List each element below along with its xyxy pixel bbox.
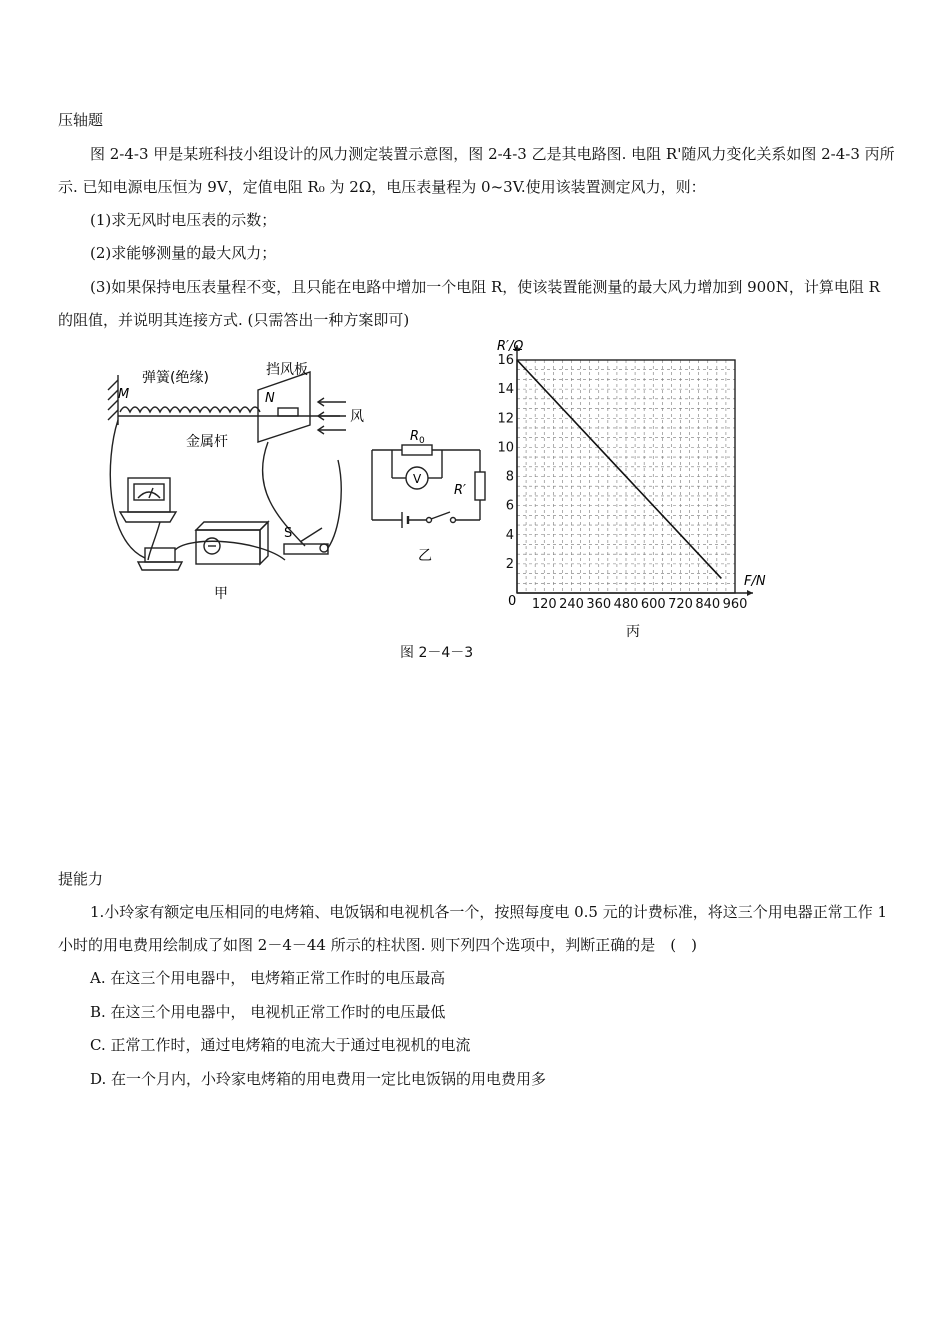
resistor-Rprime <box>475 472 485 500</box>
label-M: M <box>118 387 130 402</box>
device-diagram <box>100 350 364 610</box>
y-tick-label: 16 <box>497 353 514 368</box>
origin-label: 0 <box>508 594 517 609</box>
label-wind: 风 <box>350 409 364 425</box>
label-metal-rod: 金属杆 <box>186 434 228 450</box>
section-heading-1: 压轴题 <box>58 111 104 129</box>
question-stem-2: 1.小玲家有额定电压相同的电烤箱、电饭锅和电视机各一个，按照每度电 0.5 元的计费标准，将这三个用电器正常工作 1 小时的用电费用绘制成了如图 2－4－44 所示的柱状图. 则下列四个选项中，判断正确的是 ( ) <box>58 903 888 954</box>
label-R0: $R_0$ <box>410 429 425 446</box>
caption-jia: 甲 <box>214 586 228 602</box>
sub-question-2: (2)求能够测量的最大风力； <box>90 244 277 262</box>
x-axis-arrow <box>747 590 753 596</box>
label-spring: 弹簧(绝缘) <box>142 370 209 386</box>
chart-marks <box>517 360 721 578</box>
x-tick-label: 720 <box>668 597 693 612</box>
label-wind-plate: 挡风板 <box>266 362 308 378</box>
label-switch: S <box>284 526 293 541</box>
y-tick-label: 6 <box>505 498 514 514</box>
sub-question-3: (3)如果保持电压表量程不变，且只能在电路中增加一个电阻 R，使该装置能测量的最大风力增加到 900N，计算电阻 R 的阻值，并说明其连接方式. (只需答出一种方案即可) <box>58 278 880 329</box>
y-tick-label: 4 <box>505 527 514 543</box>
x-tick-label: 240 <box>559 597 584 612</box>
y-tick-label: 10 <box>497 440 514 456</box>
x-tick-label: 360 <box>586 597 612 612</box>
question-stem-1: 图 2-4-3 甲是某班科技小组设计的风力测定装置示意图，图 2-4-3 乙是其电路图. 电阻 R'随风力变化关系如图 2-4-3 丙所示. 已知电源电压恒为 9V，定值电阻 R₀ 为 2Ω，电压表量程为 0~3V.使用该装置测定风力，则： <box>58 145 895 196</box>
sub-question-1: (1)求无风时电压表的示数； <box>90 211 277 229</box>
y-tick-label: 12 <box>497 411 514 427</box>
x-tick-label: 600 <box>640 597 666 612</box>
y-tick-label: 14 <box>497 382 514 398</box>
caption-bing: 丙 <box>626 624 640 640</box>
series-line-rprime <box>517 360 721 578</box>
figure-caption: 图 2－4－3 <box>400 645 474 661</box>
x-axis-label: F/N <box>744 574 766 589</box>
x-tick-label: 960 <box>722 597 748 612</box>
label-Rprime: R′ <box>454 483 466 498</box>
x-tick-label: 480 <box>613 597 639 612</box>
resistor-R0 <box>402 445 432 455</box>
y-tick-label: 2 <box>505 556 514 572</box>
y-axis-label: R′/Ω <box>497 339 524 354</box>
section-heading-2: 提能力 <box>58 870 104 888</box>
x-tick-label: 840 <box>695 597 721 612</box>
x-tick-label: 120 <box>531 597 557 612</box>
caption-yi: 乙 <box>418 548 432 564</box>
resistance-force-chart <box>490 335 780 645</box>
option-b: B. 在这三个用电器中， 电视机正常工作时的电压最低 <box>90 1003 446 1021</box>
label-V: V <box>413 472 422 486</box>
option-d: D. 在一个月内，小玲家电烤箱的用电费用一定比电饭锅的用电费用多 <box>90 1070 547 1088</box>
y-tick-label: 8 <box>505 469 514 485</box>
circuit-diagram <box>362 420 492 565</box>
label-N: N <box>265 391 275 406</box>
option-c: C. 正常工作时，通过电烤箱的电流大于通过电视机的电流 <box>90 1036 471 1054</box>
option-a: A. 在这三个用电器中， 电烤箱正常工作时的电压最高 <box>90 969 446 987</box>
